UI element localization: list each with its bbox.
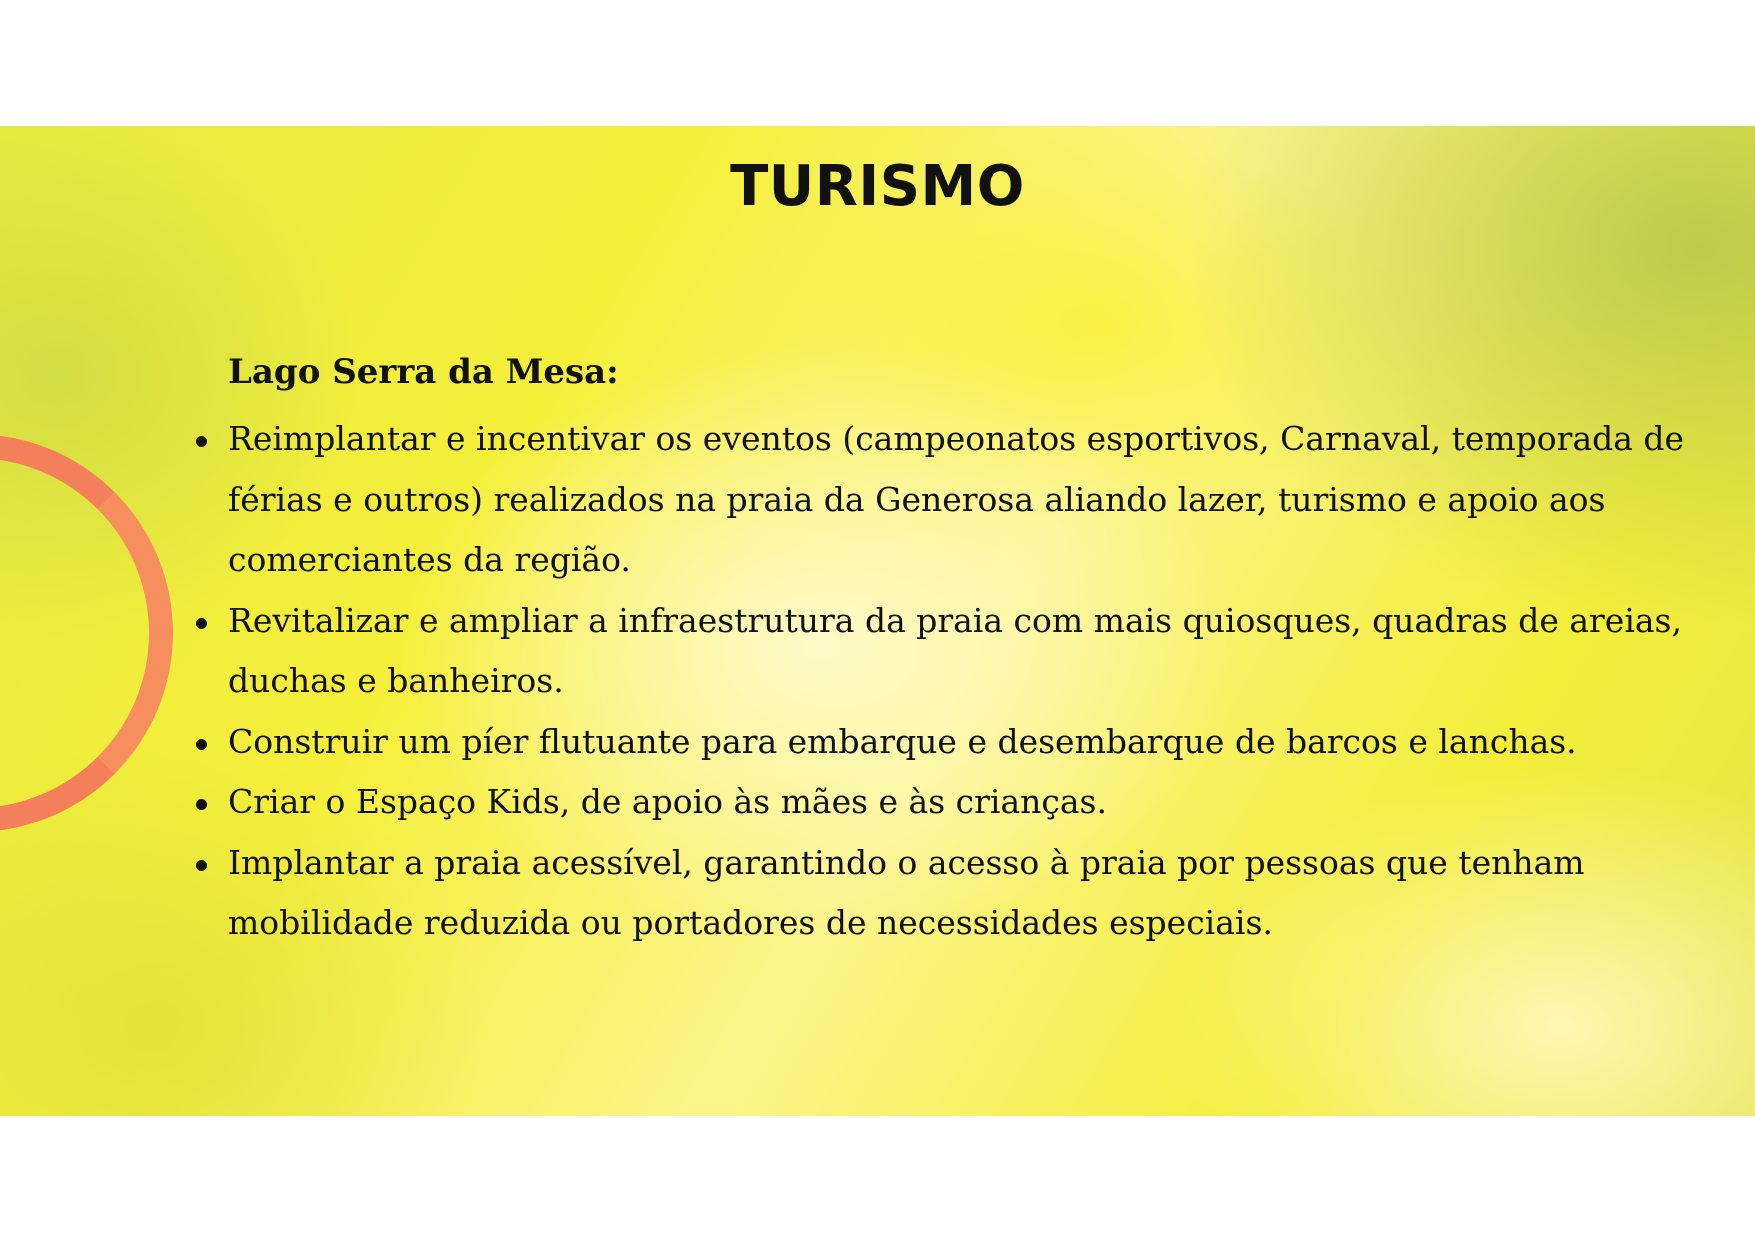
bullet-icon xyxy=(196,860,207,871)
bullet-text: Implantar a praia acessível, garantindo o acesso à praia por pessoas que tenham mobilidade reduzida ou portadores de necessidades especiais. xyxy=(228,842,1585,942)
bullet-icon xyxy=(196,436,207,447)
bullet-text: Criar o Espaço Kids, de apoio às mães e às crianças. xyxy=(228,782,1107,821)
bullet-icon xyxy=(196,618,207,629)
list-item xyxy=(228,772,1698,833)
bullet-text: Reimplantar e incentivar os eventos (campeonatos esportivos, Carnaval, temporada de férias e outros) realizados na praia da Generosa aliando lazer, turismo e apoio aos comerciantes da região. xyxy=(228,419,1685,579)
list-item xyxy=(228,712,1698,773)
bullet-icon xyxy=(196,799,207,810)
slide-title: TURISMO xyxy=(730,154,1025,219)
section-subtitle: Lago Serra da Mesa: xyxy=(228,352,619,392)
list-item xyxy=(228,409,1698,591)
decorative-ring xyxy=(0,434,173,832)
slide xyxy=(0,126,1755,1116)
bullet-text: Construir um píer flutuante para embarque e desembarque de barcos e lanchas. xyxy=(228,721,1577,761)
bullet-icon xyxy=(196,739,207,750)
bullet-list xyxy=(228,409,1698,954)
list-item xyxy=(228,833,1698,954)
list-item xyxy=(228,591,1698,712)
bullet-text: Revitalizar e ampliar a infraestrutura da praia com mais quiosques, quadras de areias, duchas e banheiros. xyxy=(228,600,1682,700)
